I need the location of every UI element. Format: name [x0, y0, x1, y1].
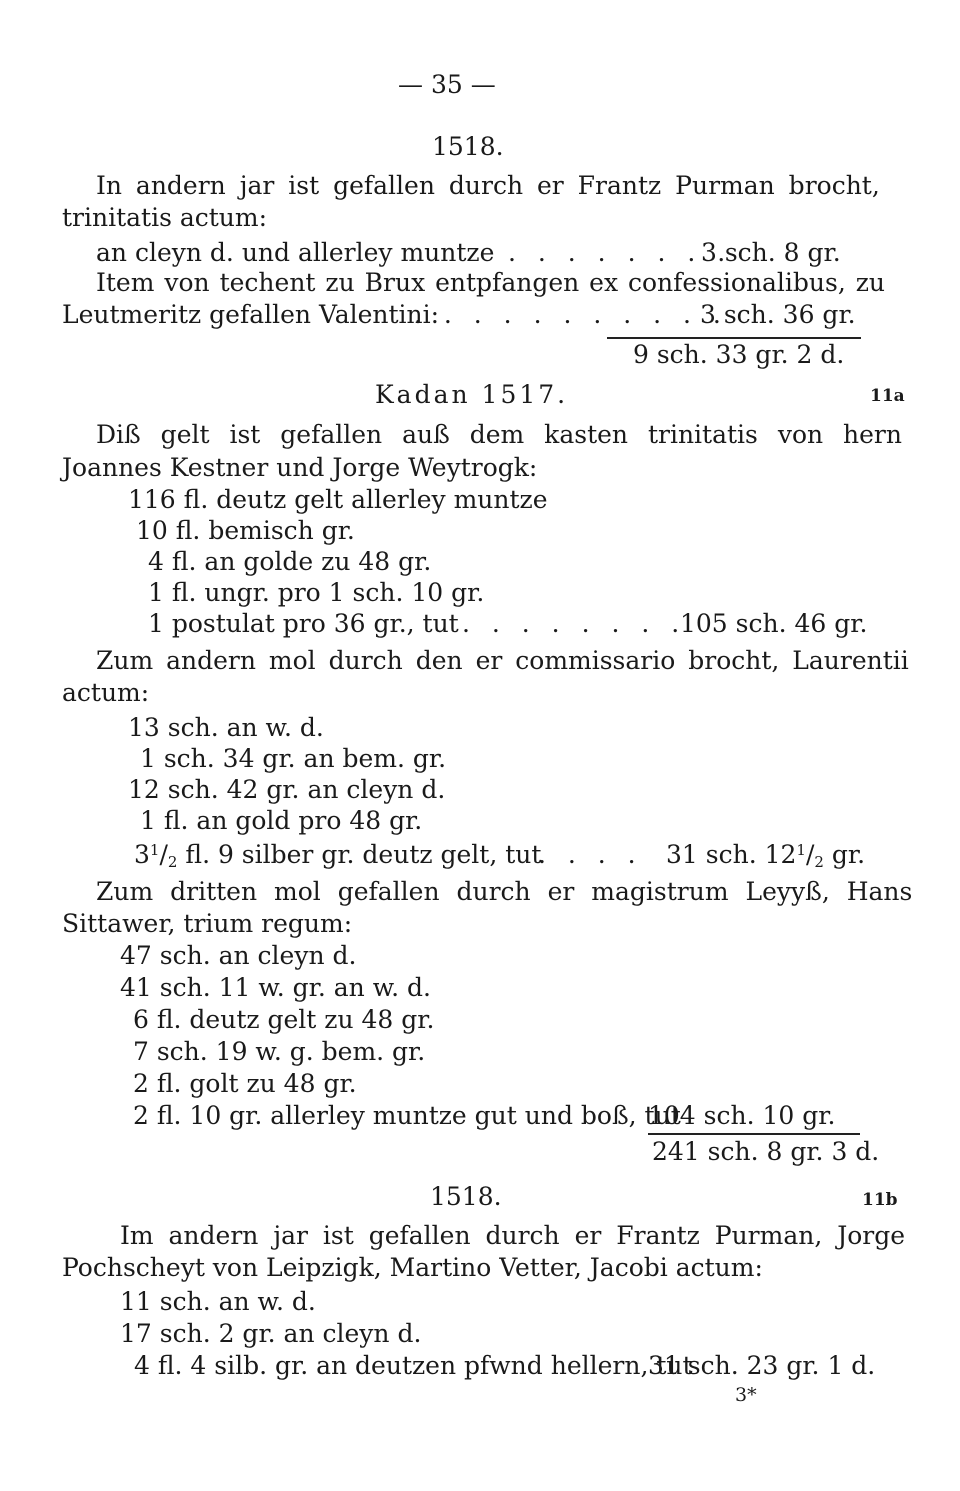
text-line: actum: — [62, 678, 150, 707]
ledger-amount: 31 sch. $12^1/2$ gr. — [666, 840, 866, 871]
fraction-numerator: 1 — [149, 841, 160, 859]
ledger-total: 9 sch. 33 gr. 2 d. — [633, 340, 845, 369]
margin-note: 11b — [862, 1190, 898, 1210]
ledger-entry: 41 sch. 11 w. gr. an w. d. — [120, 973, 431, 1002]
ledger-entry: 1 fl. an gold pro 48 gr. — [140, 806, 423, 835]
section-heading: Kadan 1517. — [375, 380, 569, 409]
text-line: Im andern jar ist gefallen durch er Frantz Purman, Jorge — [120, 1221, 906, 1250]
signature-mark: 3* — [735, 1384, 757, 1406]
text-line: Diß gelt ist gefallen auß dem kasten trinitatis von hern — [96, 420, 902, 449]
margin-note: 11a — [870, 386, 905, 406]
page-number: — 35 — — [398, 70, 496, 99]
text-line: Zum andern mol durch den er commissario brocht, Laurentii — [96, 646, 909, 675]
ledger-amount: 104 sch. 10 gr. — [648, 1101, 836, 1130]
amount-unit: gr. — [831, 840, 866, 869]
ledger-entry: 2 fl. 10 gr. allerley muntze gut und boß, tut — [133, 1101, 681, 1130]
ledger-entry: 17 sch. 2 gr. an cleyn d. — [120, 1319, 422, 1348]
text-line: Leutmeritz gefallen Valentini: — [62, 300, 440, 329]
ledger-entry: 13 sch. an w. d. — [128, 713, 324, 742]
sum-rule — [648, 1133, 860, 1135]
ledger-entry: 1 postulat pro 36 gr., tut — [148, 609, 459, 638]
section-heading: 1518. — [432, 132, 504, 161]
ledger-amount: 3 sch. 8 gr. — [701, 238, 841, 267]
text-line: In andern jar ist gefallen durch er Frantz Purman brocht, — [96, 171, 880, 200]
text-line: Joannes Kestner und Jorge Weytrogk: — [62, 453, 538, 482]
sum-rule — [607, 337, 861, 339]
ledger-entry: 1 fl. ungr. pro 1 sch. 10 gr. — [148, 578, 485, 607]
ledger-entry: $3^1/2$ fl. 9 silber gr. deutz gelt, tut — [134, 840, 542, 871]
ledger-entry: 11 sch. an w. d. — [120, 1287, 316, 1316]
ledger-entry-text: fl. 9 silber gr. deutz gelt, tut — [185, 840, 542, 869]
text-line: trinitatis actum: — [62, 203, 268, 232]
text-line: Zum dritten mol gefallen durch er magistrum Leyyß, Hans — [96, 877, 913, 906]
fraction-whole: 3 — [134, 840, 150, 869]
ledger-entry: 2 fl. golt zu 48 gr. — [133, 1069, 357, 1098]
fraction-numerator: 1 — [796, 841, 806, 859]
ledger-entry: 12 sch. 42 gr. an cleyn d. — [128, 775, 446, 804]
amount-text: 31 sch. 12 — [666, 840, 797, 869]
ledger-entry: an cleyn d. und allerley muntze — [96, 238, 495, 267]
fraction-denominator: 2 — [814, 853, 824, 871]
ledger-amount: 3 sch. 36 gr. — [700, 300, 856, 329]
leader-dots: . . . . . . . . . . . — [414, 300, 728, 329]
section-heading: 1518. — [430, 1182, 502, 1211]
ledger-entry: 4 fl. 4 silb. gr. an deutzen pfwnd hellern, tut — [134, 1351, 693, 1380]
text-line: Sittawer, trium regum: — [62, 909, 353, 938]
ledger-amount: 31 sch. 23 gr. 1 d. — [648, 1351, 876, 1380]
ledger-entry: 10 fl. bemisch gr. — [136, 516, 355, 545]
ledger-amount: 105 sch. 46 gr. — [680, 609, 868, 638]
fraction-denominator: 2 — [167, 853, 178, 871]
ledger-total: 241 sch. 8 gr. 3 d. — [652, 1137, 880, 1166]
leader-dots: . . . . . . . . — [462, 609, 687, 638]
ledger-entry: 7 sch. 19 w. g. bem. gr. — [133, 1037, 426, 1066]
ledger-entry: 6 fl. deutz gelt zu 48 gr. — [133, 1005, 435, 1034]
leader-dots: . . . . — [538, 840, 643, 869]
ledger-entry: 1 sch. 34 gr. an bem. gr. — [140, 744, 447, 773]
ledger-entry: 47 sch. an cleyn d. — [120, 941, 357, 970]
leader-dots: . . . . . . . . — [508, 238, 733, 267]
ledger-entry: 4 fl. an golde zu 48 gr. — [148, 547, 432, 576]
text-line: Pochscheyt von Leipzigk, Martino Vetter, Jacobi actum: — [62, 1253, 763, 1282]
ledger-entry: 116 fl. deutz gelt allerley muntze — [128, 485, 548, 514]
text-line: Item von techent zu Brux entpfangen ex confessionalibus, zu — [96, 268, 886, 297]
